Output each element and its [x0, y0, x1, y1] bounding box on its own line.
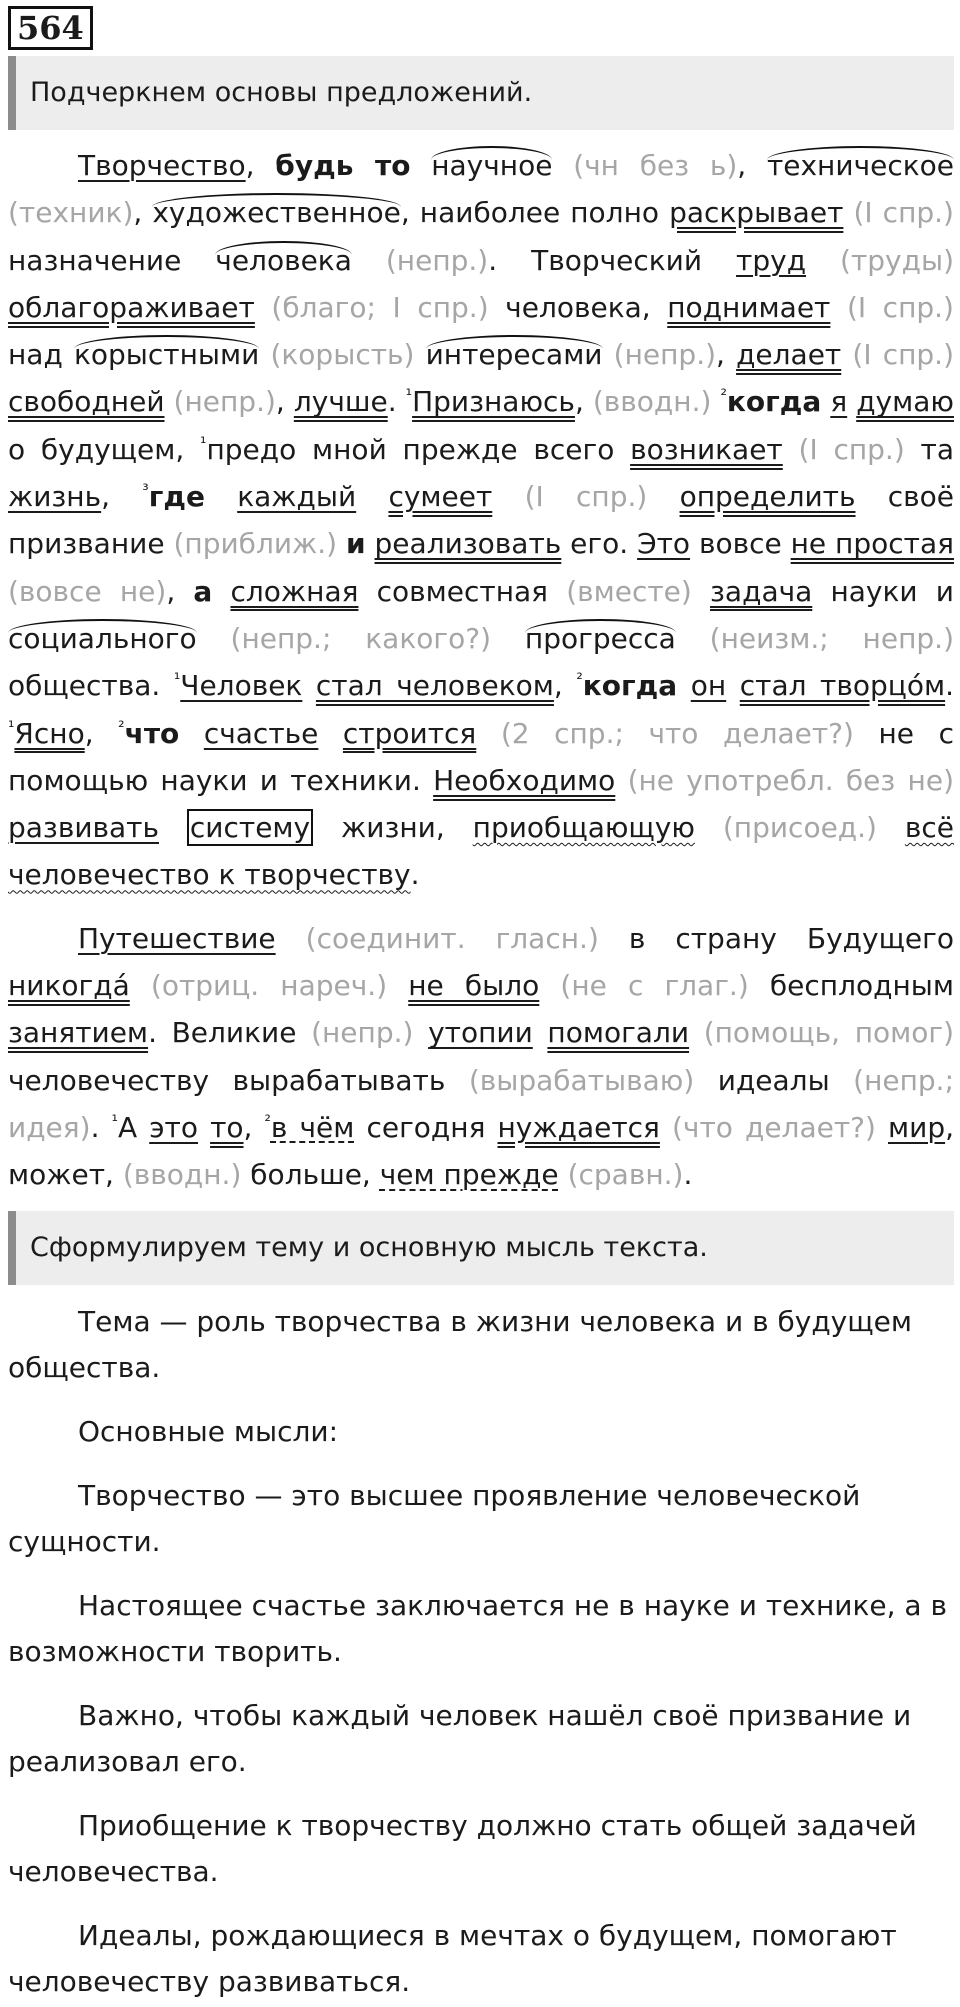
text-run — [615, 764, 627, 797]
text-run — [413, 1016, 428, 1049]
root-arc: социального — [8, 619, 197, 655]
text-run — [647, 480, 679, 513]
wavy-underline: всё человечество к творчеству — [8, 811, 955, 892]
text-run: . — [387, 385, 406, 419]
predicate-underline: занятием — [8, 1016, 149, 1050]
text-run: , — [737, 149, 767, 182]
grammar-note: (сравн.) — [567, 1158, 684, 1192]
text-run — [660, 1111, 672, 1144]
text-run — [603, 338, 614, 371]
predicate-underline: стал человеком — [315, 669, 554, 703]
text-run: . — [683, 1158, 693, 1192]
text-run — [302, 669, 316, 702]
main-idea: Творчество — это высшее проявление человеческой сущности. — [8, 1478, 861, 1558]
text-run — [843, 196, 853, 229]
text-run — [533, 1016, 548, 1049]
grammar-note: (вместе) — [566, 574, 692, 608]
text-run — [695, 811, 723, 844]
text-run — [559, 1158, 568, 1191]
predicate-underline: возникает — [630, 432, 783, 466]
text-run: его. — [561, 527, 638, 561]
clause-index: ¹ — [405, 386, 413, 406]
predicate-underline: облагораживает — [8, 290, 255, 324]
main-idea: Настоящее счастье заключается не в науке и технике, а в возможности творить. — [8, 1588, 947, 1668]
predicate-underline: не простая — [790, 527, 954, 561]
text-run: над — [8, 338, 74, 372]
predicate-underline: строится — [342, 716, 477, 750]
text-run: человека, — [488, 290, 668, 324]
grammar-note: (помощь, помог) — [703, 1016, 955, 1050]
text-run — [356, 480, 388, 513]
clause-index: ² — [264, 1111, 271, 1131]
text-run — [130, 969, 151, 1002]
text-run — [726, 669, 740, 702]
text-run: в страну Будущего — [598, 921, 955, 955]
text-run: , — [101, 480, 143, 514]
subject-underline: мир — [888, 1110, 946, 1144]
text-run — [179, 717, 204, 750]
grammar-note: (непр.) — [173, 385, 276, 419]
text-run: . — [945, 669, 954, 703]
subject-underline: труд — [736, 243, 807, 277]
conjunction: что — [124, 716, 180, 750]
text-run: , — [245, 149, 276, 182]
clause-index: ³ — [142, 480, 149, 500]
theme-line: Тема — роль творчества в жизни человека и в будущем общества. — [8, 1304, 912, 1384]
grammar-note: (неизм.; непр.) — [709, 621, 954, 655]
clause-index: ¹ — [111, 1111, 118, 1131]
predicate-underline: сложная — [230, 574, 359, 608]
text-run: , — [243, 1110, 265, 1144]
predicate-underline: реализовать — [374, 527, 562, 561]
predicate-underline: свободней — [8, 385, 165, 419]
text-run — [492, 480, 524, 513]
text-run: предо мной прежде всего — [206, 432, 631, 466]
text-run — [410, 149, 431, 182]
grammar-note: (непр.) — [385, 243, 489, 277]
grammar-note: (вырабатываю) — [468, 1063, 695, 1097]
text-run: . — [410, 858, 420, 892]
predicate-underline: раскрывает — [669, 196, 844, 230]
text-run — [259, 338, 270, 371]
grammar-note: (приближ.) — [173, 527, 338, 561]
text-run — [366, 527, 375, 560]
text-run — [877, 811, 905, 844]
text-run — [821, 385, 830, 418]
page — [8, 6, 954, 2005]
text-run — [276, 922, 306, 955]
text-run: . Великие — [148, 1016, 312, 1050]
root-arc: интересами — [426, 335, 603, 371]
predicate-underline: сумеет — [388, 480, 493, 514]
text-run: жизни, — [313, 811, 473, 845]
predicate-underline: помогали — [547, 1016, 690, 1050]
subject-underline: Человек — [180, 669, 303, 703]
predicate-underline: никогда́ — [8, 969, 130, 1003]
text-run — [806, 244, 840, 277]
grammar-note: (вводн.) — [122, 1158, 242, 1192]
text-run — [783, 433, 799, 466]
text-run — [387, 969, 408, 1002]
grammar-note: (не употребл. без не) — [627, 763, 954, 797]
text-run — [255, 291, 272, 324]
section-header-theme: Сформулируем тему и основную мысль текста. — [8, 1211, 954, 1285]
text-run: сегодня — [354, 1110, 498, 1144]
annotated-text — [8, 142, 954, 1199]
text-run: , — [553, 669, 577, 703]
text-run: человечеству вырабатывать — [8, 1063, 469, 1097]
grammar-note: (I спр.) — [853, 196, 954, 230]
grammar-note: (техник) — [8, 196, 134, 230]
grammar-note: (чн без ь) — [573, 149, 738, 182]
grammar-note: (вовсе не) — [8, 574, 167, 608]
clause-index: ¹ — [8, 717, 15, 737]
text-run: , — [84, 716, 119, 750]
predicate-underline: стал творцо́м — [739, 669, 946, 703]
grammar-note: (соединит. гласн.) — [305, 921, 599, 955]
text-run: , — [574, 385, 593, 419]
text-run: вовсе — [690, 527, 791, 561]
grammar-note: (2 спр.; что делает?) — [500, 716, 854, 750]
dashed-underline: в чём — [270, 1110, 355, 1144]
text-run: не с помощью науки и техники. — [8, 716, 954, 797]
subject-underline: Это — [637, 527, 691, 561]
subject-underline: счастье — [203, 716, 319, 750]
root-arc: научное — [431, 146, 552, 182]
grammar-note: (корысть) — [270, 338, 415, 372]
predicate-underline: поднимает — [667, 290, 831, 324]
paragraph-2 — [8, 915, 954, 1199]
conjunction: а — [193, 574, 213, 608]
text-run — [491, 622, 525, 655]
text-run — [165, 385, 174, 418]
subject-underline: утопии — [428, 1016, 533, 1050]
root-arc: прогресса — [525, 619, 676, 655]
conjunction: когда — [582, 669, 678, 703]
conjunction: когда — [726, 385, 822, 419]
subject-underline: каждый — [237, 480, 357, 514]
text-run: . Творческий — [488, 243, 737, 277]
clause-index: ² — [118, 717, 125, 737]
text-run — [159, 811, 187, 844]
grammar-note: (непр.) — [613, 338, 717, 372]
text-run: науки и — [812, 574, 954, 608]
main-idea: Идеалы, рождающиеся в мечтах о будущем, помогают человечеству развиваться. — [8, 1918, 897, 1998]
grammar-note: (I спр.) — [846, 290, 954, 324]
text-run — [876, 1111, 888, 1144]
text-run — [197, 622, 231, 655]
text-run — [552, 149, 573, 182]
grammar-note: (отриц. нареч.) — [150, 969, 388, 1003]
dashed-underline: чем прежде — [379, 1158, 559, 1192]
clause-index: ² — [576, 669, 583, 689]
predicate-underline: Необходимо — [433, 763, 616, 797]
predicate-underline: нуждается — [497, 1110, 660, 1144]
conjunction: где — [148, 480, 205, 514]
subject-underline: жизнь — [8, 480, 102, 514]
text-run — [830, 291, 847, 324]
text-run: идеалы — [694, 1063, 854, 1097]
text-run — [318, 717, 343, 750]
text-run — [676, 622, 710, 655]
predicate-underline: определить — [679, 480, 856, 514]
subject-underline: это — [149, 1110, 198, 1144]
main-idea: Приобщение к творчеству должно стать общей задачей человечества. — [8, 1808, 917, 1888]
subject-underline: Творчество — [78, 149, 246, 182]
subject-underline: развивать — [8, 811, 159, 845]
predicate-underline: Ясно — [14, 716, 85, 750]
root-arc: техническое — [767, 146, 954, 182]
main-ideas-heading: Основные мысли: — [78, 1414, 339, 1448]
text-run: та — [904, 432, 954, 466]
text-run: совместная — [358, 574, 567, 608]
text-run: , — [716, 338, 737, 372]
text-run: А — [117, 1110, 150, 1144]
root-arc: художественное — [152, 193, 401, 229]
conjunction: будь то — [275, 149, 411, 182]
root-arc: человека — [215, 241, 352, 277]
grammar-note: (вводн.) — [592, 385, 712, 419]
grammar-note: (непр.; какого?) — [230, 621, 492, 655]
grammar-note: (благо; I спр.) — [271, 290, 489, 324]
text-run: назначение — [8, 243, 216, 277]
text-run — [689, 1016, 704, 1049]
text-run — [847, 385, 856, 418]
text-run — [205, 480, 237, 513]
predicate-underline: думаю — [856, 385, 954, 419]
grammar-note: (I спр.) — [524, 480, 648, 514]
text-run — [539, 969, 560, 1002]
text-run: , — [166, 574, 194, 608]
text-run — [476, 717, 501, 750]
text-run — [198, 1111, 210, 1144]
text-run: больше, — [241, 1158, 380, 1192]
conjunction: и — [346, 527, 366, 561]
main-idea: Важно, чтобы каждый человек нашёл своё призвание и реализовал его. — [8, 1698, 912, 1778]
subject-underline: Путешествие — [78, 921, 276, 955]
grammar-note: (I спр.) — [798, 432, 905, 466]
predicate-underline: лучше — [293, 385, 388, 419]
ending-box: систему — [187, 809, 313, 846]
text-run — [841, 338, 852, 371]
text-run — [414, 338, 425, 371]
text-run: , — [133, 196, 153, 230]
text-run: своё призвание — [8, 480, 955, 561]
grammar-note: (непр.; идея) — [8, 1063, 955, 1144]
predicate-underline: задача — [710, 574, 813, 608]
root-arc: корыстными — [74, 335, 259, 371]
text-run — [692, 575, 710, 608]
text-run — [212, 575, 230, 608]
predicate-underline: Признаюсь — [412, 385, 575, 419]
clause-index: ¹ — [200, 433, 207, 453]
theme-block — [8, 1299, 954, 2005]
text-run: . — [90, 1110, 112, 1144]
task-number: 564 — [8, 6, 93, 50]
text-run: , наиболее полно — [400, 196, 670, 230]
text-run: , может, — [8, 1110, 954, 1192]
text-run: о будущем, — [8, 432, 201, 466]
grammar-note: (труды) — [840, 243, 954, 277]
predicate-underline: то — [210, 1110, 244, 1144]
wavy-underline: приобщающую — [472, 811, 695, 845]
text-run: бесплодным — [748, 969, 954, 1003]
grammar-note: (не с глаг.) — [560, 969, 749, 1003]
subject-underline: я — [830, 385, 848, 419]
clause-index: ¹ — [173, 669, 181, 689]
subject-underline: он — [690, 669, 727, 703]
text-run — [337, 527, 346, 560]
predicate-underline: не было — [408, 969, 540, 1003]
clause-index: ² — [720, 386, 727, 406]
grammar-note: (что делает?) — [671, 1110, 876, 1144]
text-run — [677, 669, 691, 702]
text-run: , — [275, 385, 294, 419]
grammar-note: (присоед.) — [722, 811, 877, 845]
text-run — [352, 244, 386, 277]
text-run: общества. — [8, 669, 174, 703]
grammar-note: (непр.) — [311, 1016, 414, 1050]
predicate-underline: делает — [736, 338, 842, 372]
paragraph-1 — [8, 142, 954, 899]
grammar-note: (I спр.) — [852, 338, 954, 372]
section-header-underline: Подчеркнем основы предложений. — [8, 56, 954, 130]
